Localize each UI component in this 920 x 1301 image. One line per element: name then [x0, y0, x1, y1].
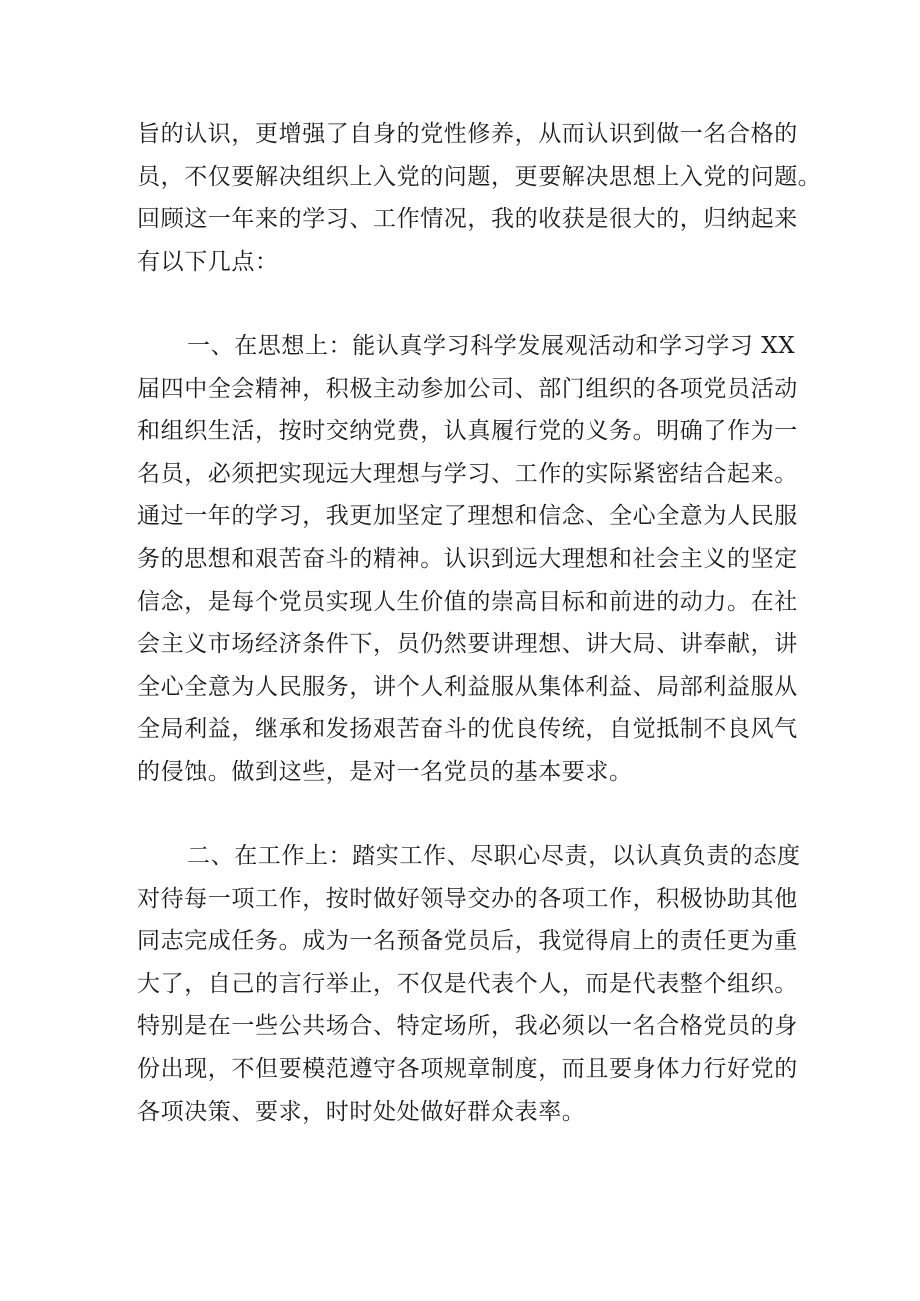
paragraph-line: 名员，必须把实现远大理想与学习、工作的实际紧密结合起来。 — [137, 460, 798, 487]
intro-paragraph — [137, 113, 822, 283]
paragraph-line: 同志完成任务。成为一名预备党员后，我觉得肩上的责任更为重 — [137, 928, 798, 955]
paragraph-line: 全心全意为人民服务，讲个人利益服从集体利益、局部利益服从 — [137, 673, 798, 700]
thought-paragraph — [137, 325, 797, 794]
paragraph-line: 通过一年的学习，我更加坚定了理想和信念、全心全意为人民服 — [137, 503, 798, 530]
paragraph-line: 各项决策、要求，时时处处做好群众表率。 — [137, 1098, 586, 1125]
work-paragraph — [137, 835, 801, 1133]
paragraph-line: 员，不仅要解决组织上入党的问题，更要解决思想上入党的问题。 — [137, 163, 822, 190]
paragraph-line: 大了，自己的言行举止，不仅是代表个人，而是代表整个组织。 — [137, 970, 798, 997]
paragraph-line: 有以下几点： — [137, 248, 279, 275]
paragraph-line: 会主义市场经济条件下，员仍然要讲理想、讲大局、讲奉献，讲 — [137, 631, 798, 658]
paragraph-line: 旨的认识，更增强了自身的党性修养，从而认识到做一名合格的 — [137, 121, 798, 147]
paragraph-line: 信念，是每个党员实现人生价值的崇高目标和前进的动力。在社 — [137, 588, 798, 615]
paragraph-line: 特别是在一些公共场合、特定场所，我必须以一名合格党员的身 — [137, 1013, 798, 1040]
paragraph-line: 回顾这一年来的学习、工作情况，我的收获是很大的，归纳起来 — [137, 206, 798, 233]
paragraph-heading-line: 二、在工作上：踏实工作、尽职心尽责，以认真负责的态度 — [187, 843, 801, 869]
paragraph-line: 对待每一项工作，按时做好领导交办的各项工作，积极协助其他 — [137, 885, 798, 912]
paragraph-line: 的侵蚀。做到这些，是对一名党员的基本要求。 — [137, 758, 633, 785]
paragraph-line: 全局利益，继承和发扬艰苦奋斗的优良传统，自觉抵制不良风气 — [137, 716, 798, 743]
paragraph-line: 和组织生活，按时交纳党费，认真履行党的义务。明确了作为一 — [137, 418, 798, 445]
paragraph-line: 份出现，不但要模范遵守各项规章制度，而且要身体力行好党的 — [137, 1055, 798, 1082]
paragraph-heading-line: 一、在思想上：能认真学习科学发展观活动和学习学习 XX — [187, 333, 796, 359]
paragraph-line: 届四中全会精神，积极主动参加公司、部门组织的各项党员活动 — [137, 375, 798, 402]
paragraph-line: 务的思想和艰苦奋斗的精神。认识到远大理想和社会主义的坚定 — [137, 545, 798, 572]
